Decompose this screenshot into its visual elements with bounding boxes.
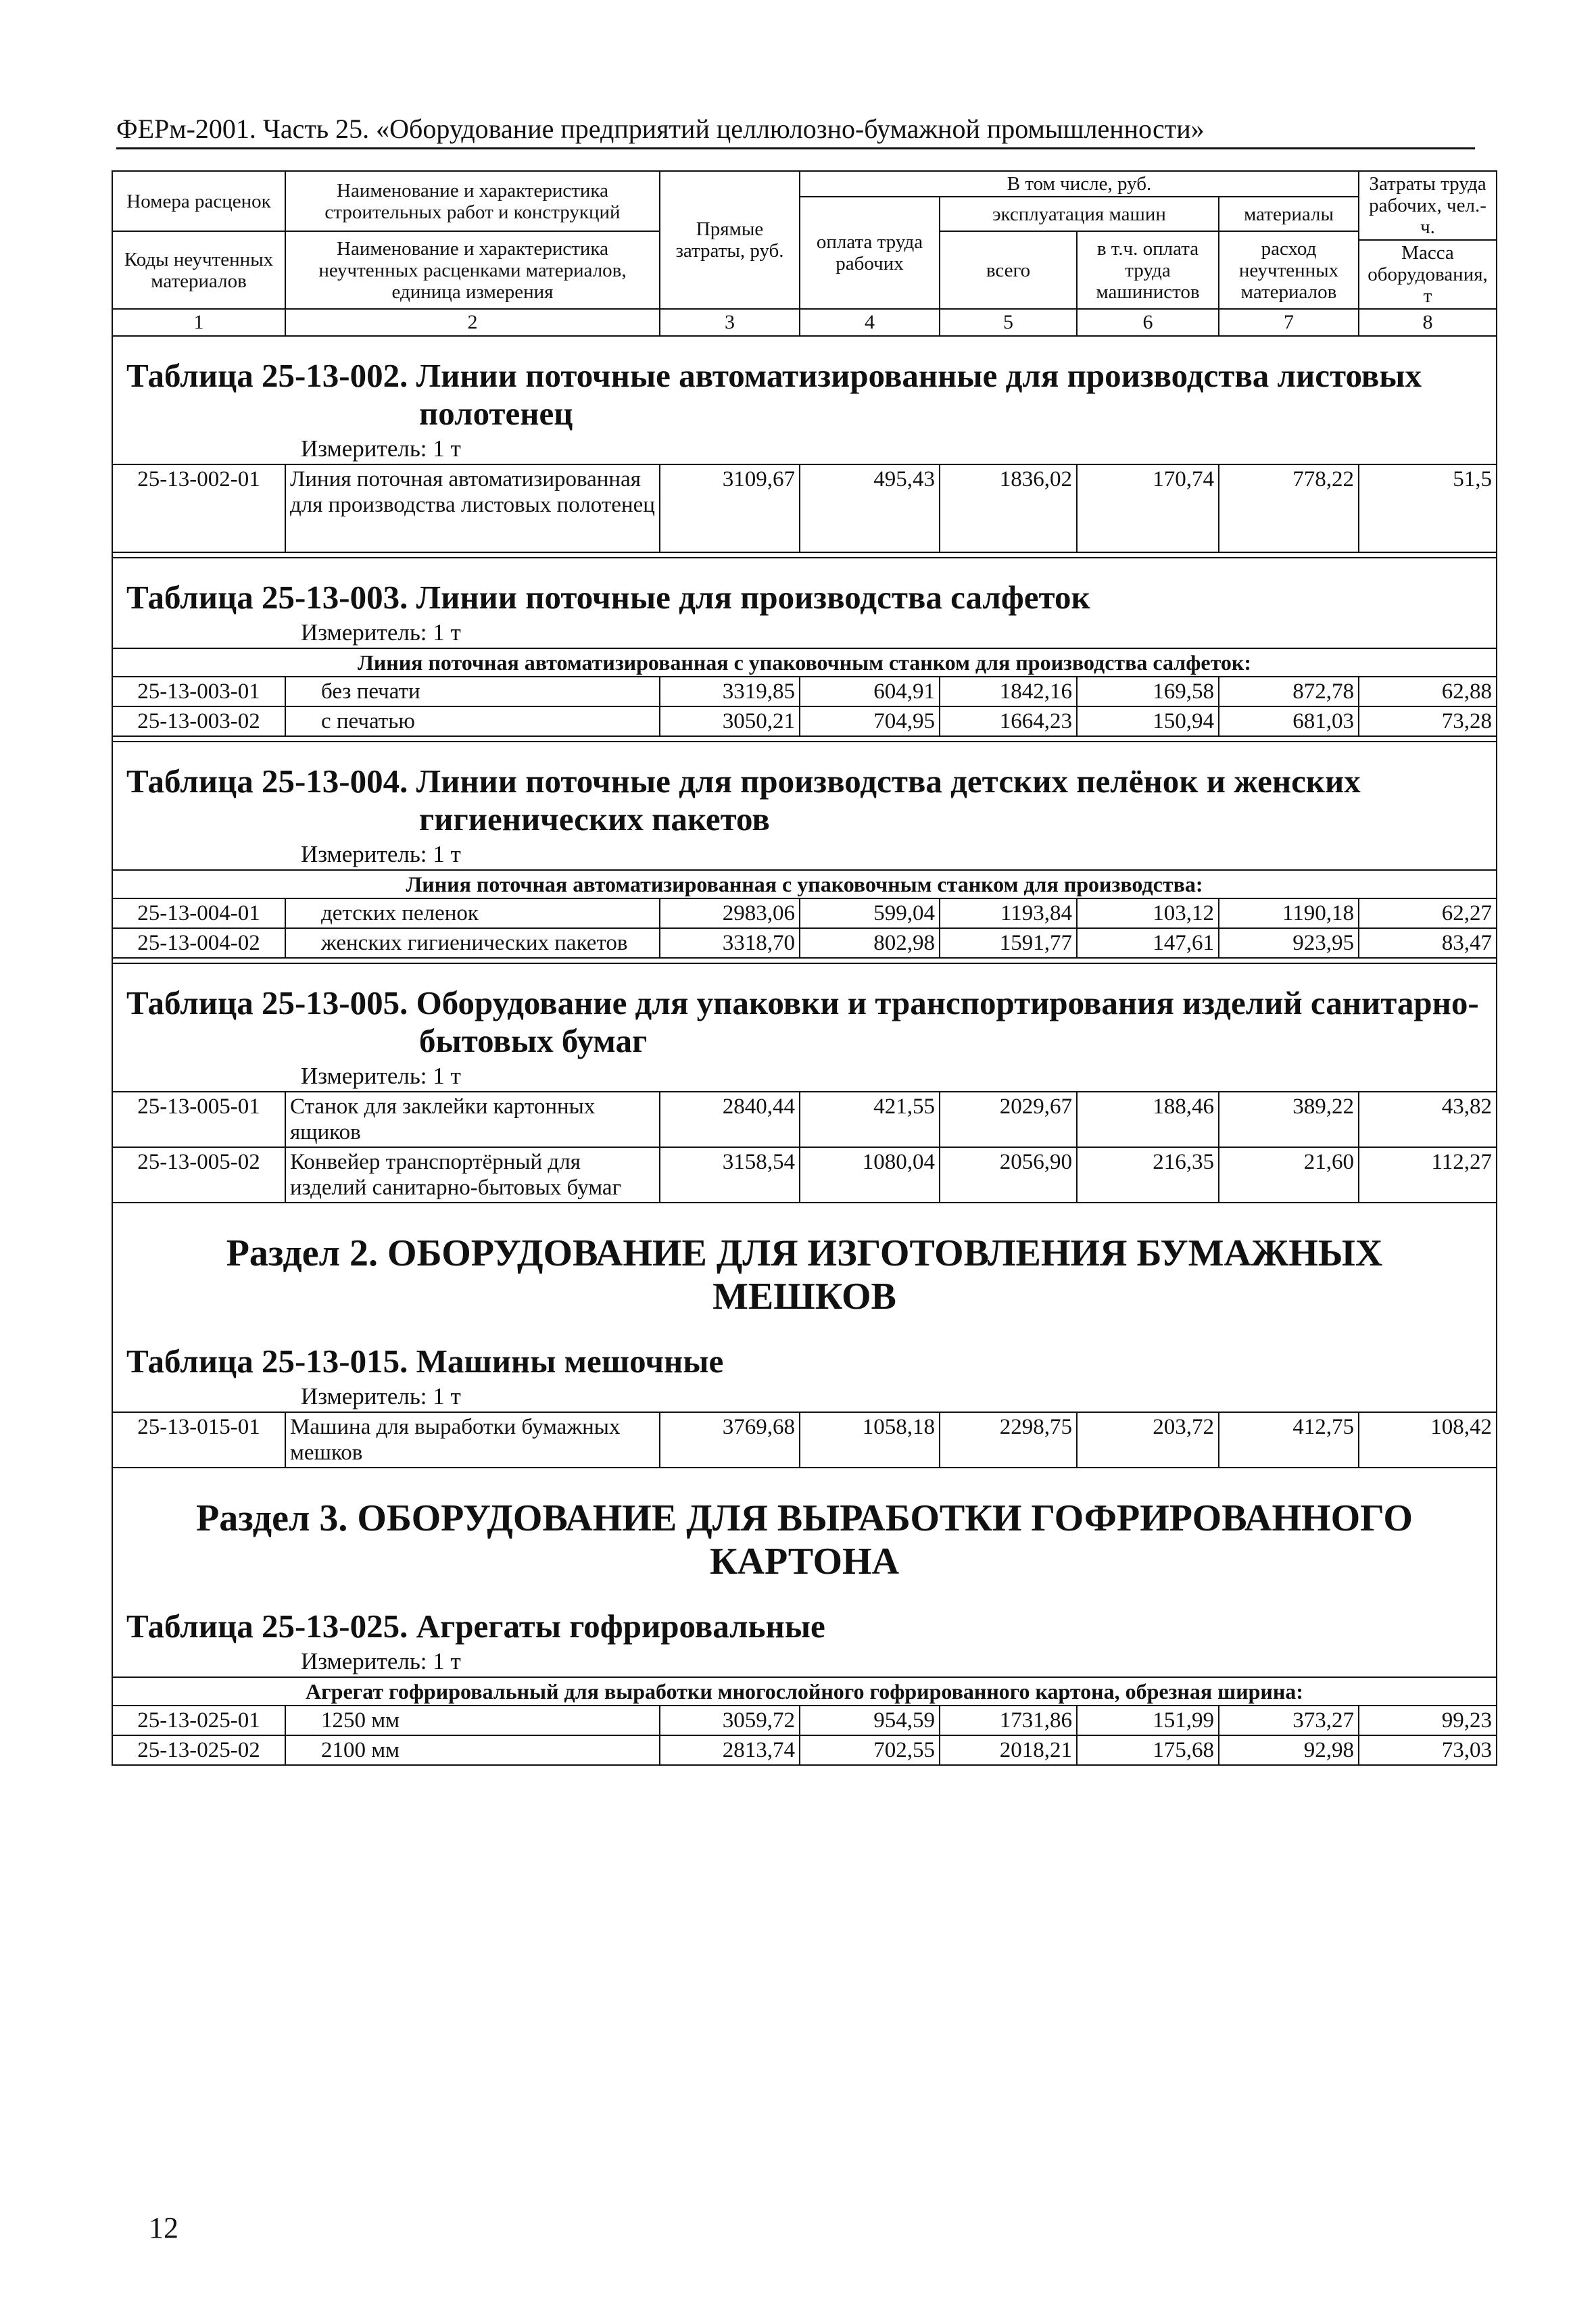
col-number: 2 bbox=[285, 309, 660, 336]
direct-cost: 3050,21 bbox=[660, 706, 800, 736]
table-title bbox=[112, 336, 1497, 433]
materials-cost: 389,22 bbox=[1219, 1092, 1359, 1147]
machines-wages-cost: 151,99 bbox=[1077, 1706, 1219, 1735]
machines-wages-cost: 147,61 bbox=[1077, 928, 1219, 958]
col-head-labor: Затраты труда рабочих, чел.-ч. bbox=[1359, 171, 1497, 240]
labor-cost: 73,28 bbox=[1359, 706, 1497, 736]
rate-name: с печатью bbox=[285, 706, 660, 736]
direct-cost: 3769,68 bbox=[660, 1412, 800, 1468]
table-title-line: Таблица 25-13-002. Линии поточные автоматизированные для производства листовых bbox=[126, 357, 1422, 394]
rate-code: 25-13-003-01 bbox=[112, 677, 285, 706]
machines-cost: 2298,75 bbox=[940, 1412, 1077, 1468]
page-header: ФЕРм-2001. Часть 25. «Оборудование предприятий целлюлозно-бумажной промышленности» bbox=[116, 114, 1475, 149]
col-head-mass: Масса оборудования, т bbox=[1359, 240, 1497, 309]
rate-name: 1250 мм bbox=[285, 1706, 660, 1735]
materials-cost: 92,98 bbox=[1219, 1735, 1359, 1765]
rate-name: детских пеленок bbox=[285, 898, 660, 928]
machines-wages-cost: 203,72 bbox=[1077, 1412, 1219, 1468]
materials-cost: 1190,18 bbox=[1219, 898, 1359, 928]
direct-cost: 3318,70 bbox=[660, 928, 800, 958]
labor-cost: 112,27 bbox=[1359, 1147, 1497, 1203]
wages-cost: 421,55 bbox=[800, 1092, 940, 1147]
materials-cost: 21,60 bbox=[1219, 1147, 1359, 1203]
direct-cost: 2840,44 bbox=[660, 1092, 800, 1147]
table-title bbox=[112, 963, 1497, 1060]
machines-wages-cost: 216,35 bbox=[1077, 1147, 1219, 1203]
group-subheader: Агрегат гофрировальный для выработки многослойного гофрированного картона, обрезная ширина: bbox=[112, 1677, 1497, 1706]
machines-cost: 1731,86 bbox=[940, 1706, 1077, 1735]
labor-cost: 108,42 bbox=[1359, 1412, 1497, 1468]
table-row bbox=[112, 1706, 1497, 1735]
col-number: 6 bbox=[1077, 309, 1219, 336]
machines-wages-cost: 170,74 bbox=[1077, 464, 1219, 552]
table-title bbox=[112, 558, 1497, 617]
table-row bbox=[112, 1735, 1497, 1765]
col-number: 1 bbox=[112, 309, 285, 336]
unit-label: Измеритель: 1 т bbox=[112, 617, 1497, 648]
table-title-line: Таблица 25-13-003. Линии поточные для производства салфеток bbox=[126, 579, 1090, 616]
machines-cost: 1664,23 bbox=[940, 706, 1077, 736]
rate-name: женских гигиенических пакетов bbox=[285, 928, 660, 958]
rate-name: Конвейер транспортёрный для изделий санитарно-бытовых бумаг bbox=[285, 1147, 660, 1203]
section-title: Раздел 3. ОБОРУДОВАНИЕ ДЛЯ ВЫРАБОТКИ ГОФРИРОВАННОГО КАРТОНА bbox=[112, 1468, 1497, 1587]
table-row bbox=[112, 898, 1497, 928]
materials-cost: 778,22 bbox=[1219, 464, 1359, 552]
table-title-line: Таблица 25-13-025. Агрегаты гофрировальные bbox=[126, 1608, 825, 1645]
machines-wages-cost: 188,46 bbox=[1077, 1092, 1219, 1147]
col-head-machines: эксплуатация машин bbox=[940, 197, 1219, 231]
col-head-codes-bottom: Коды неучтенных материалов bbox=[112, 231, 285, 309]
table-row bbox=[112, 677, 1497, 706]
wages-cost: 599,04 bbox=[800, 898, 940, 928]
machines-cost: 2029,67 bbox=[940, 1092, 1077, 1147]
wages-cost: 702,55 bbox=[800, 1735, 940, 1765]
materials-cost: 681,03 bbox=[1219, 706, 1359, 736]
table-row bbox=[112, 928, 1497, 958]
direct-cost: 3158,54 bbox=[660, 1147, 800, 1203]
col-head-materials-use: расход неучтенных материалов bbox=[1219, 231, 1359, 309]
col-head-codes-top: Номера расценок bbox=[112, 171, 285, 231]
materials-cost: 373,27 bbox=[1219, 1706, 1359, 1735]
column-number-row bbox=[112, 309, 1497, 336]
page-number: 12 bbox=[149, 2211, 178, 2244]
column-header-row bbox=[112, 171, 1497, 197]
machines-wages-cost: 175,68 bbox=[1077, 1735, 1219, 1765]
rate-code: 25-13-004-02 bbox=[112, 928, 285, 958]
rate-name: 2100 мм bbox=[285, 1735, 660, 1765]
materials-cost: 412,75 bbox=[1219, 1412, 1359, 1468]
unit-label: Измеритель: 1 т bbox=[112, 1060, 1497, 1092]
direct-cost: 3109,67 bbox=[660, 464, 800, 552]
col-number: 5 bbox=[940, 309, 1077, 336]
col-head-machines-wages: в т.ч. оплата труда машинистов bbox=[1077, 231, 1219, 309]
machines-wages-cost: 169,58 bbox=[1077, 677, 1219, 706]
rate-name: Линия поточная автоматизированная для производства листовых полотенец bbox=[285, 464, 660, 552]
machines-cost: 2018,21 bbox=[940, 1735, 1077, 1765]
rate-name: без печати bbox=[285, 677, 660, 706]
table-row bbox=[112, 464, 1497, 552]
table-title bbox=[112, 1322, 1497, 1380]
unit-label: Измеритель: 1 т bbox=[112, 1645, 1497, 1677]
table-title-line: полотенец bbox=[419, 395, 573, 432]
machines-wages-cost: 103,12 bbox=[1077, 898, 1219, 928]
rate-code: 25-13-005-02 bbox=[112, 1147, 285, 1203]
unit-label: Измеритель: 1 т bbox=[112, 838, 1497, 870]
wages-cost: 954,59 bbox=[800, 1706, 940, 1735]
materials-cost: 872,78 bbox=[1219, 677, 1359, 706]
rate-code: 25-13-005-01 bbox=[112, 1092, 285, 1147]
wages-cost: 1080,04 bbox=[800, 1147, 940, 1203]
col-number: 3 bbox=[660, 309, 800, 336]
machines-cost: 1836,02 bbox=[940, 464, 1077, 552]
wages-cost: 704,95 bbox=[800, 706, 940, 736]
col-head-materials: материалы bbox=[1219, 197, 1359, 231]
table-row bbox=[112, 1412, 1497, 1468]
wages-cost: 1058,18 bbox=[800, 1412, 940, 1468]
rate-name: Станок для заклейки картонных ящиков bbox=[285, 1092, 660, 1147]
direct-cost: 3319,85 bbox=[660, 677, 800, 706]
col-head-name-bottom: Наименование и характеристика неучтенных расценками материалов, единица измерения bbox=[285, 231, 660, 309]
rate-code: 25-13-025-02 bbox=[112, 1735, 285, 1765]
col-head-name-top: Наименование и характеристика строительных работ и конструкций bbox=[285, 171, 660, 231]
labor-cost: 62,88 bbox=[1359, 677, 1497, 706]
unit-label: Измеритель: 1 т bbox=[112, 1380, 1497, 1412]
table-title-line: бытовых бумаг bbox=[419, 1022, 648, 1059]
section-title: Раздел 2. ОБОРУДОВАНИЕ ДЛЯ ИЗГОТОВЛЕНИЯ БУМАЖНЫХ МЕШКОВ bbox=[112, 1203, 1497, 1322]
table-title-line: Таблица 25-13-015. Машины мешочные bbox=[126, 1343, 724, 1380]
col-head-direct: Прямые затраты, руб. bbox=[660, 171, 800, 309]
col-number: 8 bbox=[1359, 309, 1497, 336]
rate-code: 25-13-015-01 bbox=[112, 1412, 285, 1468]
rates-document bbox=[112, 170, 1496, 1766]
labor-cost: 43,82 bbox=[1359, 1092, 1497, 1147]
table-row bbox=[112, 1092, 1497, 1147]
machines-cost: 1842,16 bbox=[940, 677, 1077, 706]
wages-cost: 495,43 bbox=[800, 464, 940, 552]
rate-code: 25-13-004-01 bbox=[112, 898, 285, 928]
rates-table bbox=[112, 170, 1497, 1766]
labor-cost: 73,03 bbox=[1359, 1735, 1497, 1765]
machines-cost: 2056,90 bbox=[940, 1147, 1077, 1203]
rate-code: 25-13-003-02 bbox=[112, 706, 285, 736]
wages-cost: 802,98 bbox=[800, 928, 940, 958]
col-head-wages: оплата труда рабочих bbox=[800, 197, 940, 309]
unit-label: Измеритель: 1 т bbox=[112, 433, 1497, 464]
materials-cost: 923,95 bbox=[1219, 928, 1359, 958]
col-head-machines-total: всего bbox=[940, 231, 1077, 309]
table-title bbox=[112, 742, 1497, 838]
labor-cost: 51,5 bbox=[1359, 464, 1497, 552]
direct-cost: 2983,06 bbox=[660, 898, 800, 928]
group-subheader: Линия поточная автоматизированная с упаковочным станком для производства салфеток: bbox=[112, 648, 1497, 677]
table-title-line: гигиенических пакетов bbox=[419, 800, 770, 838]
rate-code: 25-13-025-01 bbox=[112, 1706, 285, 1735]
labor-cost: 83,47 bbox=[1359, 928, 1497, 958]
table-title-line: Таблица 25-13-004. Линии поточные для производства детских пелёнок и женских bbox=[126, 763, 1361, 800]
table-title-line: Таблица 25-13-005. Оборудование для упаковки и транспортирования изделий санитарно- bbox=[126, 984, 1479, 1021]
labor-cost: 62,27 bbox=[1359, 898, 1497, 928]
wages-cost: 604,91 bbox=[800, 677, 940, 706]
col-number: 4 bbox=[800, 309, 940, 336]
rate-code: 25-13-002-01 bbox=[112, 464, 285, 552]
group-subheader: Линия поточная автоматизированная с упаковочным станком для производства: bbox=[112, 870, 1497, 898]
machines-wages-cost: 150,94 bbox=[1077, 706, 1219, 736]
rate-name: Машина для выработки бумажных мешков bbox=[285, 1412, 660, 1468]
direct-cost: 3059,72 bbox=[660, 1706, 800, 1735]
machines-cost: 1193,84 bbox=[940, 898, 1077, 928]
col-head-in-total: В том числе, руб. bbox=[800, 171, 1359, 197]
direct-cost: 2813,74 bbox=[660, 1735, 800, 1765]
machines-cost: 1591,77 bbox=[940, 928, 1077, 958]
table-title bbox=[112, 1587, 1497, 1645]
table-row bbox=[112, 706, 1497, 736]
labor-cost: 99,23 bbox=[1359, 1706, 1497, 1735]
table-row bbox=[112, 1147, 1497, 1203]
col-number: 7 bbox=[1219, 309, 1359, 336]
